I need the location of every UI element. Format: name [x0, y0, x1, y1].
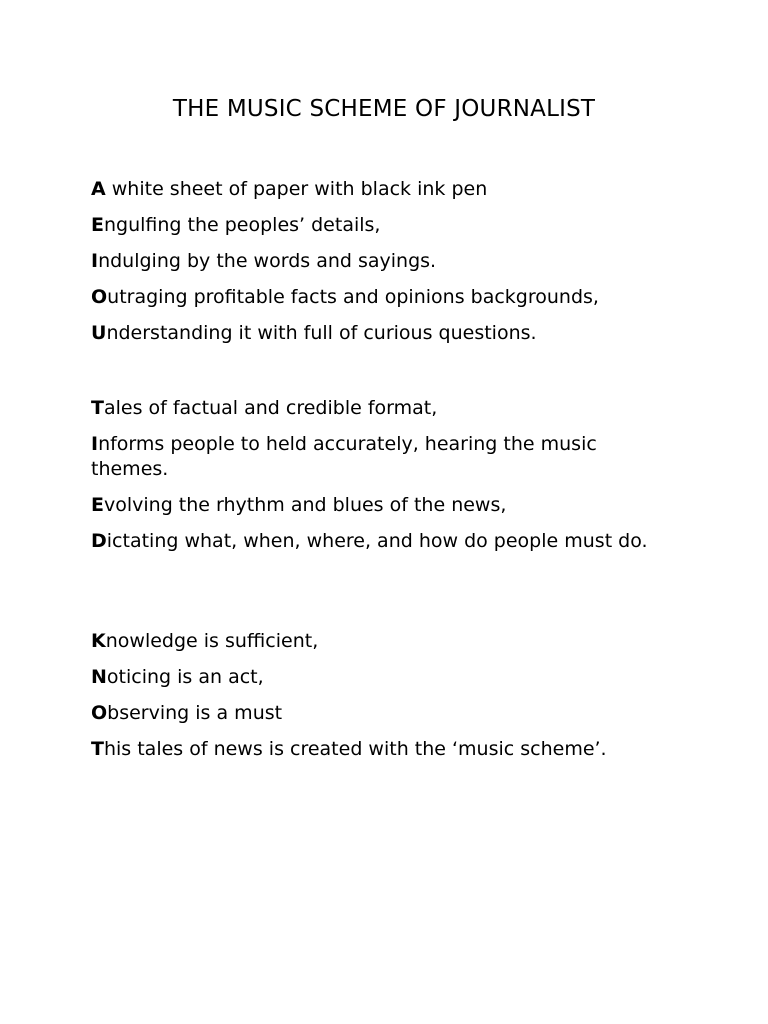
- line-initial: T: [91, 397, 104, 419]
- poem-line: [91, 665, 671, 690]
- poem-line: [91, 493, 671, 518]
- line-initial: I: [91, 433, 99, 455]
- line-initial: A: [91, 178, 106, 200]
- line-initial: N: [91, 666, 107, 688]
- line-text: ndulging by the words and sayings.: [98, 250, 437, 272]
- line-initial: E: [91, 214, 104, 236]
- line-text: volving the rhythm and blues of the news,: [103, 494, 507, 516]
- line-text: ictating what, when, where, and how do people must do.: [106, 530, 648, 552]
- line-text: nowledge is sufficient,: [105, 630, 319, 652]
- poem-line: [91, 177, 671, 202]
- stanza-1: [91, 177, 671, 357]
- line-text: oticing is an act,: [106, 666, 264, 688]
- line-initial: D: [91, 530, 107, 552]
- line-initial: E: [91, 494, 104, 516]
- poem-line: [91, 629, 671, 654]
- line-text: his tales of news is created with the ‘music scheme’.: [103, 738, 607, 760]
- line-text: bserving is a must: [107, 702, 283, 724]
- poem-line: [91, 701, 671, 726]
- stanza-3: [91, 629, 671, 773]
- line-text: nderstanding it with full of curious questions.: [106, 322, 537, 344]
- poem-line: [91, 432, 671, 482]
- line-initial: O: [91, 286, 108, 308]
- line-text: white sheet of paper with black ink pen: [105, 178, 488, 200]
- poem-line: [91, 737, 671, 762]
- poem-line: [91, 285, 671, 310]
- line-initial: I: [91, 250, 99, 272]
- page-title: THE MUSIC SCHEME OF JOURNALIST: [172, 96, 596, 122]
- poem-line: [91, 321, 671, 346]
- line-initial: T: [91, 738, 104, 760]
- line-text: ngulfing the peoples’ details,: [103, 214, 381, 236]
- stanza-2: [91, 396, 671, 565]
- poem-line: [91, 396, 671, 421]
- line-text: nforms people to held accurately, hearing the music themes.: [91, 433, 597, 480]
- poem-line: [91, 213, 671, 238]
- poem-line: [91, 529, 671, 554]
- line-initial: O: [91, 702, 108, 724]
- line-text: utraging profitable facts and opinions backgrounds,: [107, 286, 599, 308]
- line-initial: K: [91, 630, 106, 652]
- poem-line: [91, 249, 671, 274]
- line-text: ales of factual and credible format,: [103, 397, 438, 419]
- line-initial: U: [91, 322, 107, 344]
